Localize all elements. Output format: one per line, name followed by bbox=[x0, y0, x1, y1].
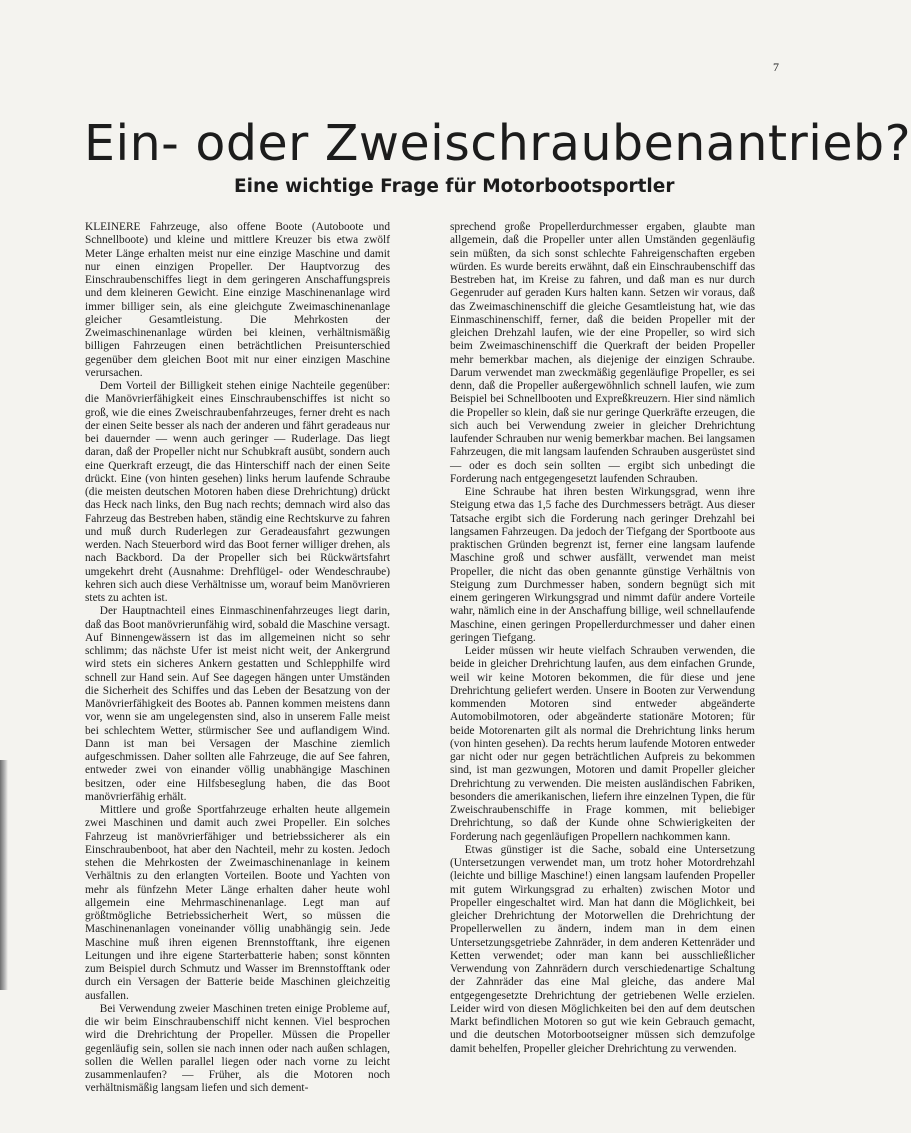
paragraph: Eine Schraube hat ihren besten Wirkungsgrad, wenn ihre Steigung etwa das 1,5 fache des Durchmessers beträgt. Aus dieser Tatsache ergibt sich die Forderung nach geringer Drehzahl bei langsamen Fahrzeugen. Da jedoch der Tiefgang der Sportboote aus praktischen Gründen begrenzt ist, ferner eine langsam laufende Maschine groß und schwer ausfällt, verwendet man meist Propeller, die nicht das oben genannte günstige Verhältnis von Steigung zum Durchmesser haben, sondern begnügt sich mit einem geringeren Wirkungsgrad und nimmt dafür andere Vorteile wahr, nämlich eine in der Anschaffung billige, weil schnellaufende Maschine, einen geringen Propellerdurchmesser und daher einen geringen Tiefgang. bbox=[450, 486, 755, 644]
paragraph: sprechend große Propellerdurchmesser ergaben, glaubte man allgemein, daß die Propeller unter allen Umständen gegenläufig sein müßten, da sich sonst schlechte Fahreigenschaften ergeben würden. Es wurde bereits erwähnt, daß ein Einschraubenschiff das Bestreben hat, im Kreise zu fahren, und daß man es nur durch Gegenruder auf geraden Kurs halten kann. Setzen wir voraus, daß das Zweimaschinenschiff die gleiche Gesamtleistung hat, wie das Einmaschinenschiff, ferner, daß die beiden Propeller mit der gleichen Drehzahl laufen, wie der eine Propeller, so wird sich beim Zweimaschinenschiff die Querkraft der beiden Propeller mehr bemerkbar machen, als diejenige der einzigen Schraube. Darum verwendet man zweckmäßig gegenläufige Propeller, es sei denn, daß die Propeller außergewöhnlich schnell laufen, wie zum Beispiel bei Schnellbooten und Expreßkreuzern. Hier sind nämlich die Propeller so klein, daß sie nur geringe Querkräfte erzeugen, die sich auch bei Verwendung zweier in gleicher Drehrichtung laufender Schrauben nur wenig bemerkbar machen. Bei langsamen Fahrzeugen, die mit langsam laufenden Schrauben ausgerüstet sind — oder es doch sein sollten — ergibt sich unbedingt die Forderung nach entgegengesetzt laufenden Schrauben. bbox=[450, 221, 755, 485]
paragraph: Mittlere und große Sportfahrzeuge erhalten heute allgemein zwei Maschinen und damit auch zwei Propeller. Ein solches Fahrzeug ist manövrierfähiger und betriebssicherer als ein Einschraubenboot, hat aber den Nachteil, mehr zu kosten. Jedoch stehen die Mehrkosten der Zweimaschinenanlage in keinem Verhältnis zu den erlangten Vorteilen. Boote und Yachten von mehr als fünfzehn Meter Länge erhalten daher heute wohl allgemein eine Mehrmaschinenanlage. Legt man auf größtmögliche Betriebssicherheit Wert, so müssen die Maschinenanlagen voneinander völlig unabhängig sein. Jede Maschine muß ihren eigenen Brennstofftank, ihre eigenen Leitungen und ihre eigene Starterbatterie haben; sonst könnten zum Beispiel durch Schmutz und Wasser im Brennstofftank oder durch ein Versagen der Batterie beide Maschinen gleichzeitig ausfallen. bbox=[85, 804, 390, 1002]
paragraph: Bei Verwendung zweier Maschinen treten einige Probleme auf, die wir beim Einschraubenschiff nicht kennen. Viel besprochen wird die Drehrichtung der Propeller. Müssen die Propeller gegenläufig sein, sollen sie nach innen oder nach außen schlagen, sollen die Wellen parallel liegen oder nach vorne zu leicht zusammenlaufen? — Früher, als die Motoren noch verhältnismäßig langsam liefen und sich dement- bbox=[85, 1002, 390, 1095]
right-column bbox=[450, 221, 755, 1056]
article-subtitle: Eine wichtige Frage für Motorbootsportler bbox=[234, 176, 675, 197]
page-number: 7 bbox=[773, 60, 779, 74]
article-title: Ein- oder Zweischraubenantrieb? bbox=[84, 115, 911, 172]
paragraph: KLEINERE Fahrzeuge, also offene Boote (Autoboote und Schnellboote) und kleine und mittlere Kreuzer bis etwa zwölf Meter Länge erhalten meist nur eine einzige Maschine und damit nur einen einzigen Propeller. Der Hauptvorzug des Einschraubenschiffes liegt in dem geringeren Anschaffungspreis und dem kleineren Gewicht. Eine einzige Maschinenanlage wird immer billiger sein, als eine gleichgute Zweimaschinenanlage gleicher Gesamtleistung. Die Mehrkosten der Zweimaschinenanlage würden bei kleinen, verhältnismäßig billigen Fahrzeugen einen beträchtlichen Preisunterschied gegenüber dem gleichen Boot mit nur einer einzigen Maschine verursachen. bbox=[85, 221, 390, 379]
paragraph: Dem Vorteil der Billigkeit stehen einige Nachteile gegenüber: die Manövrierfähigkeit eines Einschraubenschiffes ist nicht so groß, wie die eines Zweischraubenfahrzeuges, ferner dreht es nach der einen Seite besser als nach der anderen und fährt geradeaus nur bei dauernder — wenn auch geringer — Ruderlage. Das liegt daran, daß der Propeller nicht nur Schubkraft ausübt, sondern auch eine Querkraft erzeugt, die das Hinterschiff nach der einen Seite drückt. Eine (von hinten gesehen) links herum laufende Schraube (die meisten deutschen Motoren haben diese Drehrichtung) drückt das Heck nach links, den Bug nach rechts; demnach wird also das Fahrzeug das Bestreben haben, ständig eine Rechtskurve zu fahren und muß durch Ruderlegen zur Geradeausfahrt gezwungen werden. Nach Steuerbord wird das Boot ferner williger drehen, als nach Backbord. Da der Propeller sich bei Rückwärtsfahrt umgekehrt dreht (Ausnahme: Drehflügel- oder Wendeschraube) kehren sich auch diese Verhältnisse um, worauf beim Manövrieren stets zu achten ist. bbox=[85, 380, 390, 604]
scan-page-edge bbox=[0, 760, 8, 990]
paragraph: Leider müssen wir heute vielfach Schrauben verwenden, die beide in gleicher Drehrichtung laufen, aus dem einfachen Grunde, weil wir keine Motoren bekommen, die für diese und jene Drehrichtung geliefert werden. Unsere in Booten zur Verwendung kommenden Motoren sind entweder abgeänderte Automobilmotoren, oder abgeänderte stationäre Motoren; für beide Motorenarten gilt als normal die Drehrichtung links herum (von hinten gesehen). Da rechts herum laufende Motoren entweder gar nicht oder nur gegen beträchtlichen Aufpreis zu bekommen sind, ist man gezwungen, Motoren und damit Propeller gleicher Drehrichtung zu verwenden. Die meisten ausländischen Fabriken, besonders die amerikanischen, liefern ihre einzelnen Typen, die für Zweischraubenschiffe in Frage kommen, mit beliebiger Drehrichtung, so daß der Kunde ohne Schwierigkeiten der Forderung nach gegenläufigen Propellern nachkommen kann. bbox=[450, 645, 755, 843]
paragraph: Etwas günstiger ist die Sache, sobald eine Untersetzung (Untersetzungen verwendet man, um trotz hoher Motordrehzahl (leichte und billige Maschine!) einen langsam laufenden Propeller mit gutem Wirkungsgrad zu erhalten) zwischen Motor und Propeller eingeschaltet wird. Man hat dann die Möglichkeit, bei gleicher Drehrichtung der Motorwellen die Drehrichtung der Propellerwellen zu ändern, indem man in dem einen Untersetzungsgetriebe Zahnräder, in dem anderen Kettenräder und Ketten verwendet; oder man kann bei ausschließlicher Verwendung von Zahnrädern durch verschiedenartige Schaltung der Zahnräder das eine Mal gleiche, das andere Mal entgegengesetzte Drehrichtung der getriebenen Welle erzielen. Leider wird von diesen Möglichkeiten bei den auf dem deutschen Markt befindlichen Motoren so gut wie kein Gebrauch gemacht, und die deutschen Motorbootseigner müssen sich demzufolge damit behelfen, Propeller gleicher Drehrichtung zu verwenden. bbox=[450, 843, 755, 1055]
paragraph: Der Hauptnachteil eines Einmaschinenfahrzeuges liegt darin, daß das Boot manövrierunfähig wird, sobald die Maschine versagt. Auf Binnengewässern ist das im allgemeinen nicht so sehr schlimm; das nächste Ufer ist meist nicht weit, der Ankergrund wird stets ein sicheres Ankern gestatten und Schlepphilfe wird schnell zur Hand sein. Auf See dagegen hängen unter Umständen die Sicherheit des Schiffes und das Leben der Besatzung von der Manövrierfähigkeit des Bootes ab. Pannen kommen meistens dann vor, wenn sie am ungelegensten sind, also in unserem Falle meist bei schlechtem Wetter, stürmischer See und auflandigem Wind. Dann ist man bei Versagen der Maschine ziemlich aufgeschmissen. Daher sollten alle Fahrzeuge, die auf See fahren, entweder zwei von einander völlig unabhängige Maschinen besitzen, oder eine Hilfsbeseglung haben, die das Boot manövrierfähig erhält. bbox=[85, 605, 390, 803]
left-column bbox=[85, 221, 390, 1096]
